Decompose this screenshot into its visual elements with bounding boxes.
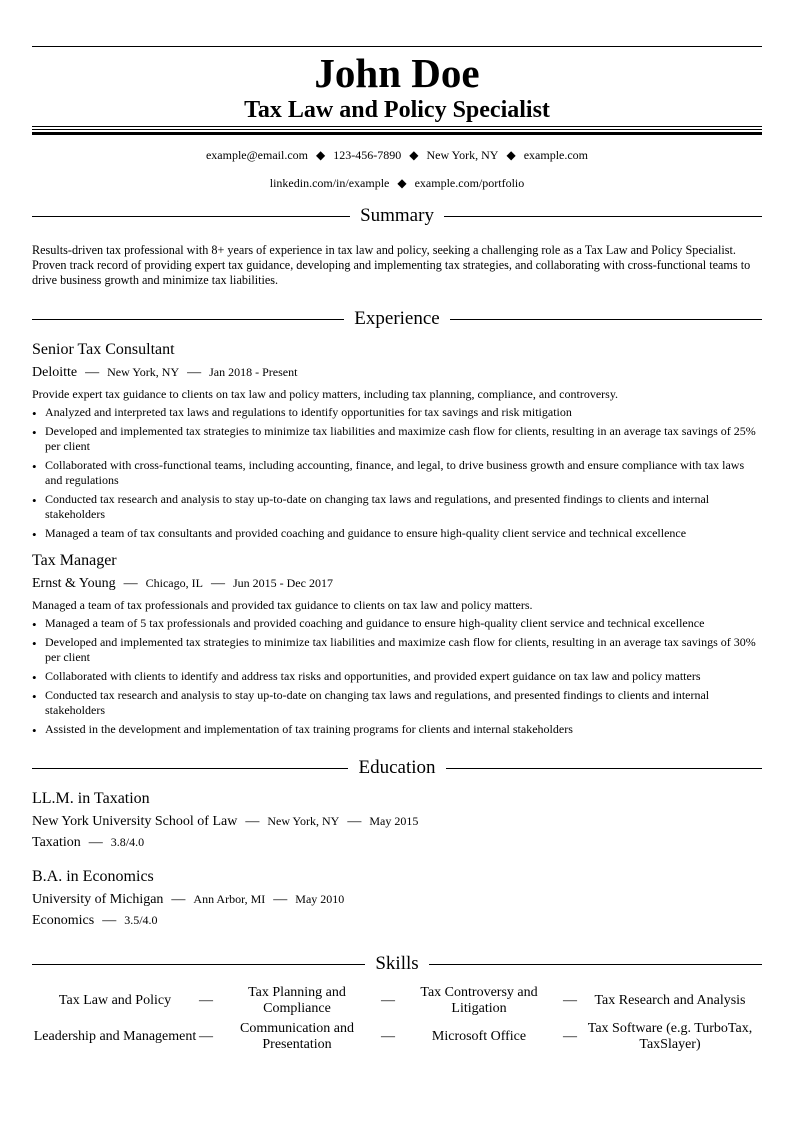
list-item: • Conducted tax research and analysis to stay up-to-date on changing tax laws and regulations, and presented findings to clients and internal stakeholders bbox=[32, 688, 762, 718]
contact-row-2 bbox=[32, 169, 762, 197]
contact-linkedin[interactable]: linkedin.com/in/example bbox=[269, 176, 390, 190]
school-meta bbox=[32, 811, 762, 832]
skill-item: Tax Research and Analysis bbox=[594, 993, 746, 1008]
list-item: • Collaborated with cross-functional teams, including accounting, finance, and legal, to drive business growth and ensure compliance with tax laws and regulations bbox=[32, 458, 762, 488]
field-of-study: Taxation bbox=[32, 835, 81, 850]
skill-item: Microsoft Office bbox=[431, 1029, 527, 1044]
job-location: Chicago, IL bbox=[145, 576, 203, 590]
education-entry bbox=[32, 789, 762, 853]
skill-item: Leadership and Management bbox=[33, 1029, 197, 1044]
job-company: Deloitte bbox=[32, 365, 78, 380]
dash-separator: — bbox=[102, 913, 117, 928]
job-location: New York, NY bbox=[107, 365, 180, 379]
list-item: • Developed and implemented tax strategies to minimize tax liabilities and maximize cash flow for clients, resulting in an average tax savings of 25% per client bbox=[32, 424, 762, 454]
diamond-separator-icon: ◆ bbox=[397, 176, 407, 190]
section-title: Summary bbox=[360, 205, 434, 226]
section-header-summary bbox=[32, 203, 762, 229]
diamond-separator-icon: ◆ bbox=[409, 148, 419, 162]
degree: LL.M. in Taxation bbox=[32, 790, 150, 807]
skill-item: Tax Planning and Compliance bbox=[248, 985, 346, 1016]
list-item: • Managed a team of tax consultants and provided coaching and guidance to ensure high-quality client service and technical excellence bbox=[32, 526, 762, 541]
job-title: Senior Tax Consultant bbox=[32, 341, 175, 358]
job-dates: Jun 2015 - Dec 2017 bbox=[232, 576, 333, 590]
resume-page bbox=[32, 46, 762, 1055]
skill-item: Tax Software (e.g. TurboTax, TaxSlayer) bbox=[587, 1021, 753, 1052]
dash-separator: — bbox=[381, 1029, 395, 1044]
skill-item: Tax Controversy and Litigation bbox=[420, 985, 538, 1016]
dash-separator: — bbox=[88, 835, 103, 850]
candidate-name: John Doe bbox=[314, 50, 480, 96]
header-bottom-rule bbox=[32, 126, 762, 135]
section-title: Education bbox=[358, 757, 436, 778]
diamond-separator-icon: ◆ bbox=[315, 148, 326, 162]
school-name: New York University School of Law bbox=[32, 814, 238, 829]
education-entry bbox=[32, 867, 762, 931]
gpa: 3.5/4.0 bbox=[124, 913, 158, 927]
experience-entry bbox=[32, 551, 762, 737]
job-dates: Jan 2018 - Present bbox=[209, 365, 298, 379]
skill-item: Communication and Presentation bbox=[240, 1021, 354, 1052]
gpa: 3.8/4.0 bbox=[110, 835, 145, 849]
field-meta bbox=[32, 832, 762, 853]
school-location: New York, NY bbox=[267, 814, 340, 828]
dash-separator: — bbox=[273, 892, 288, 907]
school-location: Ann Arbor, MI bbox=[193, 892, 266, 906]
dash-separator: — bbox=[245, 814, 260, 829]
skills-grid bbox=[32, 983, 762, 1055]
field-of-study: Economics bbox=[32, 913, 95, 928]
contact-location: New York, NY bbox=[426, 148, 499, 162]
dash-separator: — bbox=[199, 993, 213, 1008]
job-description: Managed a team of tax professionals and provided tax guidance to clients on tax law and policy matters. bbox=[32, 598, 533, 612]
list-item: • Conducted tax research and analysis to stay up-to-date on changing tax laws and regulations, and presented findings to clients and internal stakeholders bbox=[32, 492, 762, 522]
dash-separator: — bbox=[563, 1029, 577, 1044]
summary-text: Results-driven tax professional with 8+ years of experience in tax law and policy, seeking a challenging role as a Tax Law and Policy Specialist. Proven track record of providing expert tax guidance, developing and implementing tax strategies, and collaborating with cross-functional teams to drive business growth and minimize tax liabilities. bbox=[32, 243, 751, 287]
list-item: • Assisted in the development and implementation of tax training programs for clients and internal stakeholders bbox=[32, 722, 762, 737]
section-title: Skills bbox=[375, 953, 419, 974]
school-name: University of Michigan bbox=[32, 892, 164, 907]
graduation-date: May 2010 bbox=[295, 892, 345, 906]
dash-separator: — bbox=[171, 892, 186, 907]
list-item: • Developed and implemented tax strategies to minimize tax liabilities and maximize cash flow for clients, resulting in an average tax savings of 30% per client bbox=[32, 635, 762, 665]
candidate-title: Tax Law and Policy Specialist bbox=[244, 97, 550, 123]
dash-separator: — bbox=[347, 814, 362, 829]
contact-portfolio[interactable]: example.com/portfolio bbox=[414, 176, 525, 190]
school-meta bbox=[32, 889, 762, 910]
contact-email[interactable]: example@email.com bbox=[205, 148, 308, 162]
section-header-education bbox=[32, 755, 762, 781]
diamond-separator-icon: ◆ bbox=[506, 148, 516, 162]
graduation-date: May 2015 bbox=[369, 814, 419, 828]
degree: B.A. in Economics bbox=[32, 868, 154, 885]
list-item: • Collaborated with clients to identify and address tax risks and opportunities, and provided expert guidance on tax law and policy matters bbox=[32, 669, 762, 684]
contact-phone[interactable]: 123-456-7890 bbox=[333, 148, 402, 162]
dash-separator: — bbox=[381, 993, 395, 1008]
section-title: Experience bbox=[354, 308, 440, 329]
list-item: • Analyzed and interpreted tax laws and regulations to identify opportunities for tax savings and risk mitigation bbox=[32, 405, 762, 420]
contact-row-1 bbox=[32, 141, 762, 169]
section-header-skills bbox=[32, 951, 762, 977]
dash-separator: — bbox=[187, 365, 202, 380]
dash-separator: — bbox=[563, 993, 577, 1008]
dash-separator: — bbox=[210, 576, 225, 591]
field-meta bbox=[32, 910, 762, 931]
job-bullets bbox=[32, 405, 762, 541]
job-meta bbox=[32, 362, 762, 383]
dash-separator: — bbox=[85, 365, 100, 380]
job-meta bbox=[32, 573, 762, 594]
job-title: Tax Manager bbox=[32, 552, 117, 569]
section-header-experience bbox=[32, 306, 762, 332]
list-item: • Managed a team of 5 tax professionals and provided coaching and guidance to ensure high-quality client service and technical excellence bbox=[32, 616, 762, 631]
header-top-rule bbox=[32, 46, 762, 47]
job-company: Ernst & Young bbox=[32, 576, 116, 591]
experience-entry bbox=[32, 340, 762, 541]
contact-website[interactable]: example.com bbox=[523, 148, 589, 162]
job-bullets bbox=[32, 616, 762, 737]
contact-info bbox=[32, 141, 762, 197]
dash-separator: — bbox=[199, 1029, 213, 1044]
job-description: Provide expert tax guidance to clients on tax law and policy matters, including tax planning, compliance, and controversy. bbox=[32, 387, 619, 401]
dash-separator: — bbox=[123, 576, 138, 591]
skill-item: Tax Law and Policy bbox=[58, 993, 172, 1008]
